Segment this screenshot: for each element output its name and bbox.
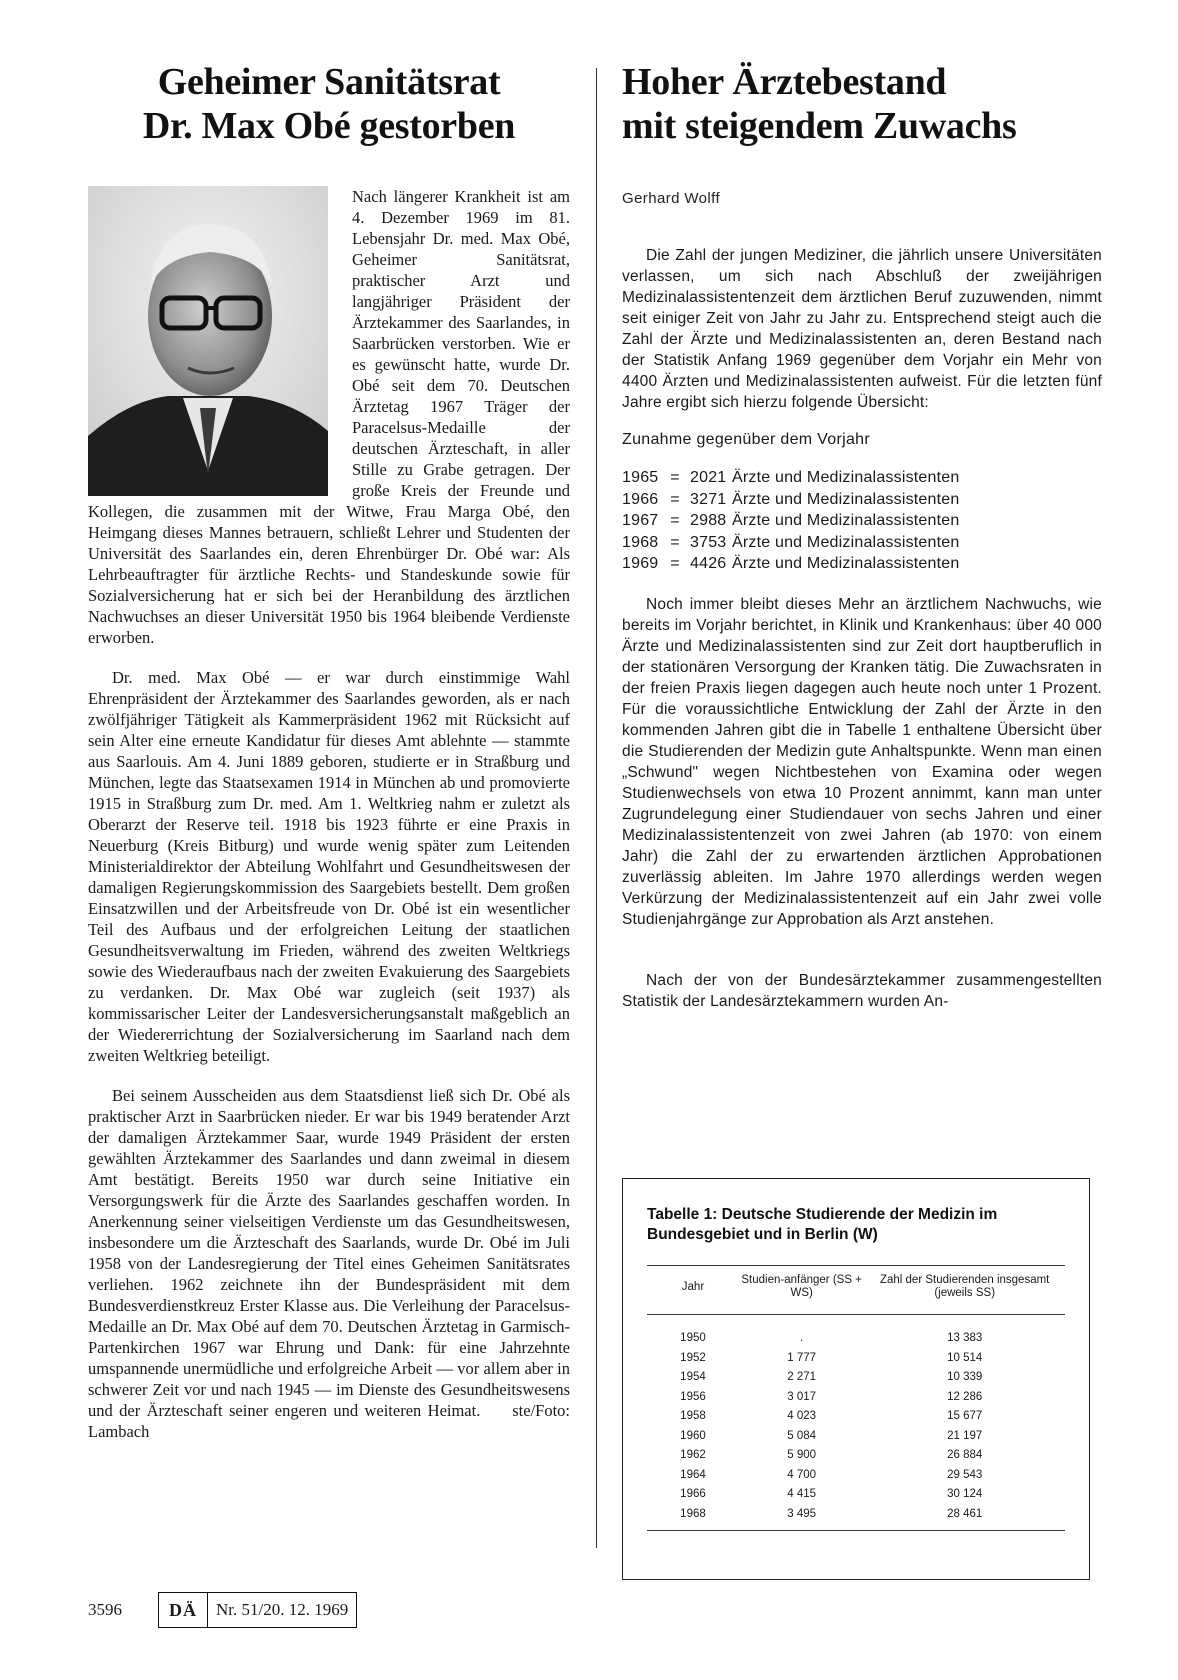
table-row bbox=[647, 1407, 1065, 1427]
table-cell-year: 1968 bbox=[647, 1505, 739, 1531]
table-cell-total: 26 884 bbox=[947, 1449, 983, 1461]
table-cell-total: 10 339 bbox=[947, 1371, 983, 1383]
table-cell-total: 12 286 bbox=[947, 1390, 983, 1403]
obituary-article bbox=[88, 60, 570, 1442]
table-cell-first-semester: 4 023 bbox=[787, 1410, 817, 1422]
statistics-headline bbox=[622, 60, 1102, 148]
journal-logo: DÄ bbox=[159, 1593, 208, 1627]
table-cell-year: 1960 bbox=[680, 1429, 706, 1442]
table-cell-total: 29 543 bbox=[947, 1468, 983, 1481]
table-cell-year: 1958 bbox=[680, 1410, 706, 1422]
table-row bbox=[647, 1446, 1065, 1466]
obituary-paragraph-3 bbox=[88, 1085, 570, 1442]
column-divider bbox=[596, 68, 597, 1548]
table-cell-total: 10 514 bbox=[947, 1351, 983, 1364]
table-header-first-semester: Studien-anfänger (SS + WS) bbox=[739, 1266, 864, 1315]
increase-label-text: Ärzte und Medizinalassistenten bbox=[732, 533, 960, 551]
obituary-headline-line1: Geheimer Sanitätsrat bbox=[157, 61, 501, 103]
increase-label-text: Ärzte und Medizinalassistenten bbox=[732, 490, 960, 508]
statistics-body bbox=[622, 245, 1102, 1012]
increase-value: 3753 bbox=[690, 533, 727, 551]
table-row bbox=[647, 1466, 1065, 1486]
table-row bbox=[647, 1485, 1065, 1505]
table-row bbox=[647, 1349, 1065, 1369]
statistics-paragraph-1: Die Zahl der jungen Mediziner, die jährlich unsere Universitäten verlassen, um sich nach Abschluß der zweijährigen Medizinalassistentenzeit dem ärztlichen Beruf zuzuwenden, nimmt seit einiger Zeit von Jahr zu Jahr zu. Entsprechend steigt auch die Zahl der Ärzte und Medizinalassistenten an, deren Bestand nach der Statistik Anfang 1969 gegenüber dem Vorjahr ein Mehr von 4400 Ärzten und Medizinalassistenten aufweist. Für die letzten fünf Jahre ergibt sich hierzu folgende Übersicht: bbox=[622, 247, 1102, 411]
table-row bbox=[647, 1505, 1065, 1531]
statistics-paragraph-2: Noch immer bleibt dieses Mehr an ärztlichem Nachwuchs, wie bereits im Vorjahr berichtet, in Klinik und Krankenhaus: über 40 000 Ärzte und Medizinalassistenten sind zur Zeit dort hauptberuflich in der stationären Versorgung der Kranken tätig. Die Zuwachsraten in der freien Praxis liegen dagegen auch heute noch unter 1 Prozent. Für die voraussichtliche Entwicklung der Zahl der Ärzte in den kommenden Jahren gibt die in Tabelle 1 enthaltene Übersicht über die Studierenden der Medizin gute Anhaltspunkte. Wenn man einen „Schwund" wegen Nichtbestehen von Examina oder wegen Studienwechsels von etwa 10 Prozent annimmt, kann man unter Zugrundelegung einer Studiendauer von sechs Jahren und einer Medizinalassistentenzeit von zwei Jahren (ab 1970: von einem Jahr) die Zahl der zu erwartenden ärztlichen Approbationen zuverlässig ableiten. Im Jahre 1970 allerdings werden wegen Verkürzung der Medizinalassistentenzeit auf ein Jahr zwei volle Studienjahrgänge zur Approbation als Arzt anstehen. bbox=[622, 595, 1102, 928]
table-cell-first-semester: 5 084 bbox=[787, 1429, 817, 1442]
table-cell-year: 1964 bbox=[680, 1468, 706, 1481]
table-cell-total: 15 677 bbox=[947, 1410, 983, 1422]
statistics-article bbox=[622, 60, 1102, 1012]
obituary-intro-block bbox=[88, 186, 570, 648]
increase-list bbox=[622, 467, 1102, 575]
table-row bbox=[647, 1388, 1065, 1408]
table-cell-total: 13 383 bbox=[947, 1332, 983, 1344]
increase-label-text: Ärzte und Medizinalassistenten bbox=[732, 555, 960, 572]
table-cell-first-semester: 4 700 bbox=[787, 1468, 817, 1481]
portrait-photo bbox=[88, 186, 328, 496]
author-name: Gerhard Wolff bbox=[622, 190, 721, 207]
increase-label-text: Ärzte und Medizinalassistenten bbox=[732, 512, 960, 529]
table-cell-first-semester: 1 777 bbox=[787, 1351, 817, 1364]
obituary-headline-line2: Dr. Max Obé gestorben bbox=[142, 105, 516, 147]
table-cell-year: 1950 bbox=[680, 1332, 706, 1344]
table-row bbox=[647, 1368, 1065, 1388]
table-header-row bbox=[647, 1266, 1065, 1315]
table-cell-total: 28 461 bbox=[864, 1505, 1065, 1531]
obituary-headline bbox=[88, 60, 570, 148]
increase-row bbox=[622, 510, 1102, 532]
table-header-year: Jahr bbox=[647, 1266, 739, 1315]
table-cell-total: 30 124 bbox=[947, 1488, 983, 1500]
increase-row bbox=[622, 532, 1102, 554]
page-number: 3596 bbox=[88, 1600, 122, 1619]
photo-credit: ste/Foto: Lambach bbox=[88, 1401, 570, 1441]
increase-year: 1968 bbox=[622, 533, 659, 551]
increase-row bbox=[622, 467, 1102, 489]
table-header-total-students: Zahl der Studierenden insgesamt (jeweils SS) bbox=[864, 1266, 1065, 1315]
table-cell-first-semester: 4 415 bbox=[787, 1488, 817, 1500]
increase-equals: = bbox=[670, 512, 680, 529]
table-1-box bbox=[622, 1178, 1090, 1580]
increase-year: 1969 bbox=[622, 555, 659, 572]
statistics-paragraph-3: Nach der von der Bundesärztekammer zusammengestellten Statistik der Landesärztekammern wurden An- bbox=[622, 971, 1102, 1010]
increase-equals: = bbox=[670, 490, 680, 508]
table-body bbox=[647, 1315, 1065, 1531]
portrait-image bbox=[88, 186, 328, 496]
increase-equals: = bbox=[670, 469, 680, 486]
table-cell-first-semester: . bbox=[800, 1332, 804, 1344]
increase-year: 1967 bbox=[622, 512, 659, 529]
obituary-paragraph-1: Nach längerer Krankheit ist am 4. Dezember 1969 im 81. Lebensjahr Dr. med. Max Obé, Geheimer Sanitätsrat, praktischer Arzt und langjähriger Präsident der Ärztekammer des Saarlandes, in Saarbrücken verstorben. Wie er es gewünscht hatte, wurde Dr. Obé seit dem 70. Deutschen Ärztetag 1967 Träger der Paracelsus-Medaille der deutschen Ärzteschaft, in aller Stille zu Grabe getragen. Der große Kreis der Freunde und Kollegen, die zusammen mit der Witwe, Frau Marga Obé, den Heimgang dieses Mannes betrauern, schließt Lehrer und Studenten der Universität des Saarlandes ein, deren Ehrenbürger Dr. Obé war: Als Lehrbeauftragter für ärztliche Rechts- und Standeskunde sowie für Sozialversicherung hat er sich bei der Heranbildung des ärztlichen Nachwuchses an dieser Universität 1950 bis 1964 bleibende Verdienste erworben. bbox=[88, 187, 570, 647]
table-cell-total: 21 197 bbox=[947, 1429, 983, 1442]
obituary-paragraph-2: Dr. med. Max Obé — er war durch einstimmige Wahl Ehrenpräsident der Ärztekammer des Saarlandes geworden, als er nach zwölfjähriger Tätigkeit als Kammerpräsident 1962 mit Rücksicht auf sein Alter eine erneute Kandidatur für dieses Amt ablehnte — stammte aus Saarlouis. Am 4. Juni 1889 geboren, studierte er in Straßburg und München, legte das Staatsexamen 1914 in München ab und promovierte 1915 in Straßburg zum Dr. med. Am 1. Weltkrieg nahm er zuletzt als Oberarzt der Reserve teil. 1918 bis 1923 führte er eine Praxis in Neuerburg (Kreis Bitburg) und wurde wenig später zum Leitenden Ministerialdirektor der Abteilung Wohlfahrt und Gesundheitswesen der damaligen Regierungskommission des Saargebiets bestellt. Dem großen Einsatzwillen und der Arbeitsfreude von Dr. Obé ist ein wesentlicher Teil des Aufbaus und der erfolgreichen Leitung der staatlichen Gesundheitsverwaltung im Frieden, während des zweiten Weltkriegs sowie des Wiederaufbaus nach der zweiten Evakuierung des Saargebiets zu verdanken. Dr. Max Obé war zugleich (seit 1937) als kommissarischer Leiter der Landesversicherungsanstalt maßgeblich an der Wiedererrichtung der Sozialversicherung im Saarland nach dem zweiten Weltkrieg beteiligt. bbox=[88, 668, 570, 1065]
increase-value: 4426 bbox=[690, 555, 727, 572]
table-cell-year: 1954 bbox=[680, 1371, 706, 1383]
increase-label-text: Ärzte und Medizinalassistenten bbox=[732, 469, 960, 486]
increase-year: 1965 bbox=[622, 469, 659, 486]
table-cell-year: 1956 bbox=[680, 1390, 706, 1403]
table-cell-first-semester: 3 017 bbox=[787, 1390, 817, 1403]
table-row bbox=[647, 1427, 1065, 1447]
page-footer bbox=[88, 1592, 357, 1628]
increase-equals: = bbox=[670, 533, 680, 551]
table-cell-year: 1962 bbox=[680, 1449, 706, 1461]
table-cell-first-semester: 5 900 bbox=[787, 1449, 817, 1461]
increase-equals: = bbox=[670, 555, 680, 572]
table-row bbox=[647, 1315, 1065, 1349]
obituary-paragraph-3-text: Bei seinem Ausscheiden aus dem Staatsdienst ließ sich Dr. Obé als praktischer Arzt in Saarbrücken nieder. Er war bis 1949 beratender Arzt der damaligen Ärztekammer Saar, wurde 1949 Präsident der ersten gewählten Ärztekammer des Saarlandes und dann zweimal in diesem Amt bestätigt. Bereits 1950 war durch seine Initiative ein Versorgungswerk für die Ärzte des Saarlandes geschaffen worden. In Anerkennung seiner vielseitigen Verdienste um das Gesundheitswesen, insbesondere um die Ärzteschaft des Saarlands, wurde Dr. Obé im Juli 1958 von der Landesregierung der Titel eines Geheimen Sanitätsrates verliehen. 1962 zeichnete ihn der Bundespräsident mit dem Bundesverdienstkreuz Erster Klasse aus. Die Verleihung der Paracelsus-Medaille an Dr. Max Obé auf dem 70. Deutschen Ärztetag in Garmisch-Partenkirchen 1967 war Ehrung und Dank: für eine Jahrzehnte umspannende unermüdliche und erfolgreiche Arbeit — vor allem aber in schwerer Zeit vor und nach 1945 — im Dienste des Gesundheitswesens und der Ärzteschaft seiner engeren und weiteren Heimat. bbox=[88, 1086, 570, 1420]
increase-value: 2988 bbox=[690, 512, 727, 529]
increase-value: 3271 bbox=[690, 490, 727, 508]
table-cell-first-semester: 3 495 bbox=[739, 1505, 864, 1531]
issue-number: Nr. 51/20. 12. 1969 bbox=[216, 1600, 349, 1619]
increase-value: 2021 bbox=[690, 469, 727, 486]
increase-label: Zunahme gegenüber dem Vorjahr bbox=[622, 431, 870, 448]
increase-row bbox=[622, 489, 1102, 511]
table-cell-year: 1966 bbox=[680, 1488, 706, 1500]
table-1 bbox=[647, 1265, 1065, 1531]
journal-badge bbox=[158, 1592, 357, 1628]
table-1-title: Tabelle 1: Deutsche Studierende der Medizin im Bundesgebiet und in Berlin (W) bbox=[647, 1206, 998, 1243]
statistics-headline-line1: Hoher Ärztebestand bbox=[622, 61, 947, 103]
increase-year: 1966 bbox=[622, 490, 659, 508]
increase-row bbox=[622, 553, 1102, 575]
table-cell-first-semester: 2 271 bbox=[787, 1371, 817, 1383]
statistics-headline-line2: mit steigendem Zuwachs bbox=[622, 105, 1017, 147]
table-cell-year: 1952 bbox=[680, 1351, 706, 1364]
